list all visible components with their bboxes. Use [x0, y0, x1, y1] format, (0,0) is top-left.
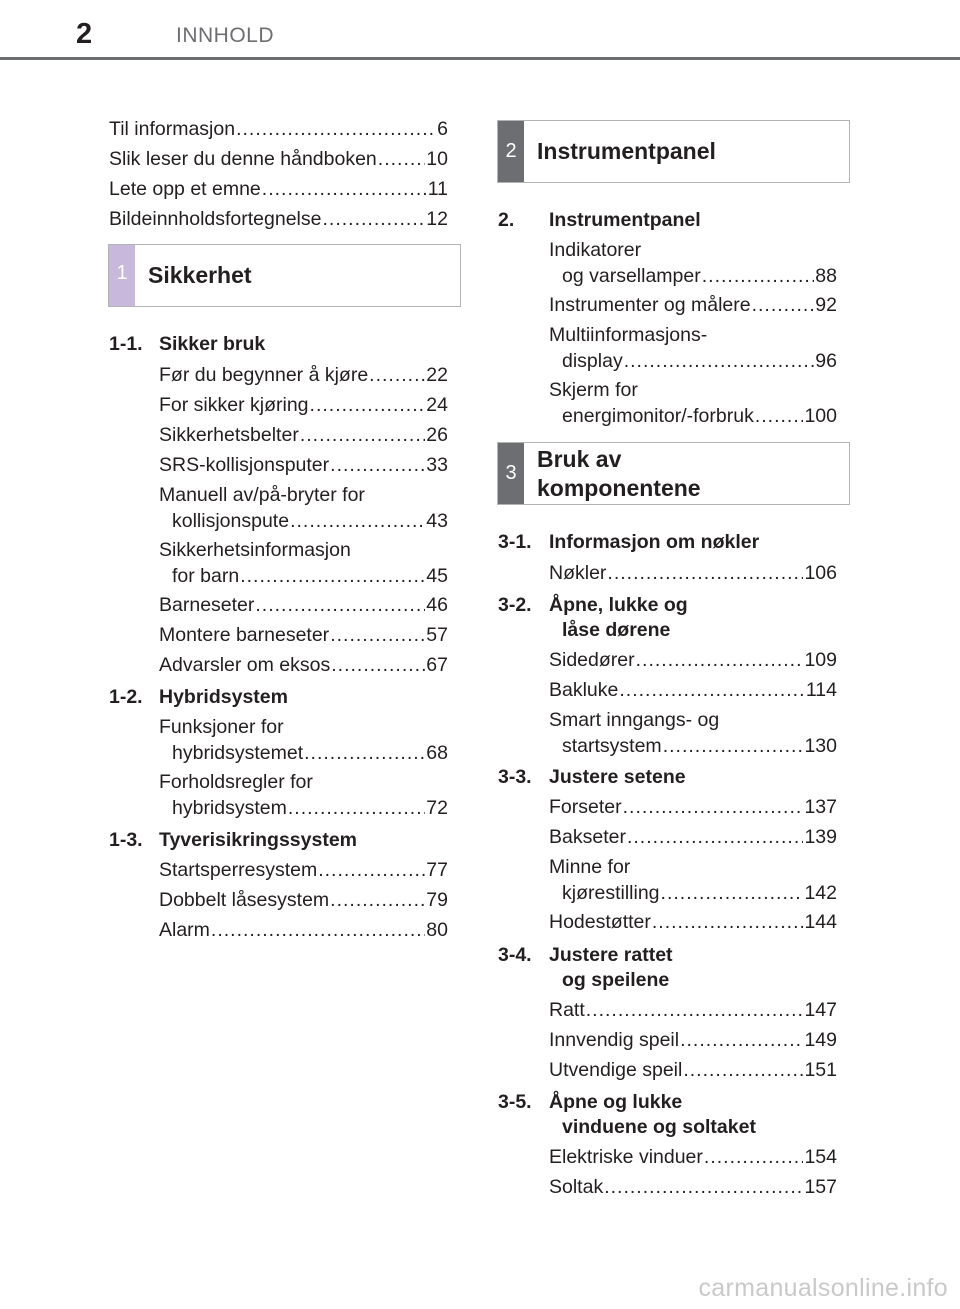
toc-entry-page: 72: [426, 797, 448, 819]
toc-entry-title: Nøkler: [549, 562, 607, 584]
leader-dots: [290, 508, 425, 534]
toc-entry-title: Slik leser du denne håndboken: [109, 148, 377, 170]
subsection-title: Justere rattet: [549, 944, 673, 966]
subsection-title: Åpne, lukke og: [549, 594, 688, 616]
subsection-title: Informasjon om nøkler: [549, 531, 760, 553]
toc-entry-page: 22: [426, 364, 448, 386]
toc-entry[interactable]: [159, 857, 448, 883]
toc-entry-page: 137: [804, 796, 837, 818]
leader-dots: [652, 909, 804, 935]
section-title: Bruk av: [537, 446, 622, 472]
subsection-title-cont: låse dørene: [562, 619, 671, 641]
leader-dots: [262, 176, 427, 202]
toc-entry[interactable]: [549, 1144, 837, 1170]
toc-entry-page: 46: [426, 594, 448, 616]
subsection-number: 3-4.: [498, 944, 532, 966]
subsection-title-cont: vinduene og soltaket: [562, 1116, 756, 1138]
section-box-instrumentpanel[interactable]: [497, 120, 850, 183]
leader-dots: [322, 206, 425, 232]
toc-entry-title: Alarm: [159, 919, 210, 941]
toc-entry-title: Smart inngangs- og: [549, 709, 720, 731]
watermark: carmanualsonline.info: [698, 1274, 948, 1302]
toc-entry[interactable]: [549, 997, 837, 1023]
subsection-title: Sikker bruk: [159, 333, 266, 355]
toc-entry[interactable]: [159, 592, 448, 618]
toc-entry-title: Forseter: [549, 796, 622, 818]
leader-dots: [755, 403, 804, 429]
leader-dots: [288, 795, 425, 821]
toc-entry-page: 114: [805, 679, 837, 701]
toc-entry[interactable]: [549, 647, 837, 673]
leader-dots: [704, 1144, 804, 1170]
toc-entry-page: 92: [815, 294, 837, 316]
toc-entry-page: 154: [804, 1146, 837, 1168]
header-divider: [0, 57, 960, 60]
leader-dots: [624, 348, 815, 374]
leader-dots: [604, 1174, 803, 1200]
toc-entry[interactable]: [159, 362, 448, 388]
toc-entry-title-cont: for barn: [172, 565, 240, 587]
leader-dots: [369, 362, 425, 388]
toc-entry-title-cont: hybridsystem: [172, 797, 287, 819]
toc-entry-page: 43: [426, 510, 448, 532]
subsection-heading[interactable]: [498, 592, 838, 644]
toc-entry-page: 67: [426, 654, 448, 676]
toc-entry-title-cont: kjørestilling: [562, 882, 660, 904]
toc-entry-page: 149: [804, 1029, 837, 1051]
toc-entry-multiline[interactable]: [549, 707, 837, 759]
toc-entry-page: 10: [426, 148, 448, 170]
leader-dots: [310, 392, 426, 418]
section-box-sikkerhet[interactable]: [108, 244, 461, 307]
toc-entry-page: 106: [804, 562, 837, 584]
leader-dots: [331, 652, 425, 678]
toc-entry-title: Instrumenter og målere: [549, 294, 751, 316]
toc-entry[interactable]: [109, 146, 448, 172]
toc-entry-page: 147: [804, 999, 837, 1021]
subsection-number: 1-1.: [109, 333, 143, 355]
leader-dots: [607, 560, 803, 586]
toc-entry-page: 6: [437, 118, 448, 140]
leader-dots: [304, 740, 425, 766]
toc-entry[interactable]: [159, 422, 448, 448]
toc-entry-title-cont: og varsellamper: [562, 265, 701, 287]
toc-entry[interactable]: [549, 1057, 837, 1083]
leader-dots: [300, 422, 425, 448]
leader-dots: [627, 824, 804, 850]
toc-entry-title: Sikkerhetsbelter: [159, 424, 299, 446]
toc-entry-page: 151: [804, 1059, 837, 1081]
toc-entry-page: 80: [426, 919, 448, 941]
toc-entry-title-cont: energimonitor/-forbruk: [562, 405, 754, 427]
toc-entry-page: 11: [427, 178, 448, 200]
subsection-heading[interactable]: [498, 1089, 838, 1141]
toc-entry[interactable]: [109, 176, 448, 202]
leader-dots: [680, 1027, 803, 1053]
toc-entry-title: For sikker kjøring: [159, 394, 309, 416]
toc-entry[interactable]: [549, 677, 837, 703]
toc-entry-multiline[interactable]: [549, 322, 837, 374]
leader-dots: [619, 677, 805, 703]
toc-entry-title: Multiinformasjons-: [549, 324, 708, 346]
toc-entry-page: 88: [815, 265, 837, 287]
leader-dots: [255, 592, 425, 618]
subsection-title-cont: og speilene: [562, 969, 670, 991]
toc-entry-multiline[interactable]: [159, 769, 448, 821]
page-number: 2: [76, 18, 93, 50]
toc-entry-page: 33: [426, 454, 448, 476]
leader-dots: [330, 887, 425, 913]
toc-entry-title: Bakseter: [549, 826, 626, 848]
section-number: 1: [116, 262, 128, 284]
toc-entry-multiline[interactable]: [549, 854, 837, 906]
toc-entry-page: 96: [815, 350, 837, 372]
toc-entry-title: Minne for: [549, 856, 631, 878]
toc-entry[interactable]: [549, 1174, 837, 1200]
toc-entry-title: Hodestøtter: [549, 911, 651, 933]
page-header: [0, 0, 960, 62]
toc-entry[interactable]: [549, 292, 837, 318]
toc-entry-page: 100: [804, 405, 837, 427]
section-number: 2: [505, 140, 517, 162]
leader-dots: [318, 857, 425, 883]
toc-entry-title: Utvendige speil: [549, 1059, 683, 1081]
leader-dots: [240, 563, 425, 589]
section-title: Sikkerhet: [148, 262, 252, 288]
toc-entry[interactable]: [549, 1027, 837, 1053]
toc-entry-title: Bildeinnholdsfortegnelse: [109, 208, 322, 230]
leader-dots: [623, 794, 804, 820]
toc-entry-page: 24: [426, 394, 448, 416]
leader-dots: [211, 917, 425, 943]
toc-entry[interactable]: [109, 206, 448, 232]
section-title: Instrumentpanel: [537, 138, 716, 164]
toc-entry-title: Elektriske vinduer: [549, 1146, 703, 1168]
toc-entry-page: 57: [426, 624, 448, 646]
subsection-number: 3-1.: [498, 531, 532, 553]
section-title-cont: komponentene: [537, 475, 701, 501]
toc-entry-multiline[interactable]: [159, 482, 448, 534]
toc-entry-page: 139: [804, 826, 837, 848]
toc-entry-title: Manuell av/på-bryter for: [159, 484, 365, 506]
leader-dots: [586, 997, 804, 1023]
toc-entry-title: Forholdsregler for: [159, 771, 313, 793]
toc-entry-title-cont: display: [562, 350, 623, 372]
toc-entry-title: Innvendig speil: [549, 1029, 680, 1051]
toc-entry-title: Barneseter: [159, 594, 255, 616]
toc-entry[interactable]: [109, 116, 448, 142]
toc-entry-title: Lete opp et emne: [109, 178, 261, 200]
toc-entry[interactable]: [159, 452, 448, 478]
toc-entry-multiline[interactable]: [549, 377, 837, 429]
leader-dots: [683, 1057, 803, 1083]
toc-entry-page: 77: [426, 859, 448, 881]
toc-entry-title: Sikkerhetsinformasjon: [159, 539, 351, 561]
leader-dots: [752, 292, 815, 318]
toc-entry-title: Sidedører: [549, 649, 635, 671]
toc-entry[interactable]: [159, 917, 448, 943]
subsection-number: 1-2.: [109, 686, 143, 708]
leader-dots: [236, 116, 436, 142]
toc-entry[interactable]: [159, 652, 448, 678]
toc-entry-title: Skjerm for: [549, 379, 638, 401]
toc-entry[interactable]: [549, 794, 837, 820]
toc-entry-page: 157: [804, 1176, 837, 1198]
toc-entry[interactable]: [549, 560, 837, 586]
subsection-number: 2.: [498, 209, 515, 231]
toc-entry-page: 142: [804, 882, 837, 904]
toc-entry-page: 12: [426, 208, 448, 230]
toc-entry-title: Funksjoner for: [159, 716, 284, 738]
toc-entry-page: 26: [426, 424, 448, 446]
toc-entry-title: Montere barneseter: [159, 624, 330, 646]
toc-entry[interactable]: [159, 392, 448, 418]
subsection-number: 3-5.: [498, 1091, 532, 1113]
toc-entry-title: Til informasjon: [109, 118, 236, 140]
leader-dots: [636, 647, 804, 673]
leader-dots: [330, 452, 425, 478]
toc-entry-page: 109: [804, 649, 837, 671]
header-title: INNHOLD: [176, 24, 275, 47]
toc-entry-title-cont: kollisjonspute: [172, 510, 290, 532]
toc-entry-page: 144: [804, 911, 837, 933]
subsection-title: Tyverisikringssystem: [159, 829, 357, 851]
toc-entry-page: 130: [804, 735, 837, 757]
toc-entry-title: Startsperresystem: [159, 859, 318, 881]
toc-entry[interactable]: [159, 887, 448, 913]
subsection-title: Hybridsystem: [159, 686, 288, 708]
leader-dots: [378, 146, 426, 172]
subsection-number: 1-3.: [109, 829, 143, 851]
toc-entry-title: Soltak: [549, 1176, 604, 1198]
leader-dots: [702, 263, 815, 289]
subsection-title: Justere setene: [549, 766, 686, 788]
toc-entry-page: 45: [426, 565, 448, 587]
toc-entry[interactable]: [549, 909, 837, 935]
toc-entry-title: Dobbelt låsesystem: [159, 889, 330, 911]
leader-dots: [330, 622, 425, 648]
toc-entry-title-cont: startsystem: [562, 735, 662, 757]
toc-entry-title: Ratt: [549, 999, 585, 1021]
section-box-bruk-av-komponentene[interactable]: [497, 442, 850, 505]
toc-entry-title: SRS-kollisjonsputer: [159, 454, 330, 476]
toc-entry[interactable]: [159, 622, 448, 648]
subsection-number: 3-2.: [498, 594, 532, 616]
subsection-title: Åpne og lukke: [549, 1091, 683, 1113]
toc-entry-title: Bakluke: [549, 679, 619, 701]
toc-entry-title-cont: hybridsystemet: [172, 742, 304, 764]
toc-entry[interactable]: [549, 824, 837, 850]
toc-entry-multiline[interactable]: [159, 537, 448, 589]
toc-entry-page: 79: [426, 889, 448, 911]
leader-dots: [663, 733, 804, 759]
toc-entry-title: Advarsler om eksos: [159, 654, 331, 676]
section-number: 3: [505, 462, 517, 484]
leader-dots: [661, 880, 804, 906]
toc-entry-multiline[interactable]: [549, 237, 837, 289]
subsection-heading[interactable]: [498, 942, 838, 994]
subsection-title: Instrumentpanel: [549, 209, 701, 231]
subsection-number: 3-3.: [498, 766, 532, 788]
toc-entry-title: Før du begynner å kjøre: [159, 364, 369, 386]
toc-entry-multiline[interactable]: [159, 714, 448, 766]
toc-entry-title: Indikatorer: [549, 239, 642, 261]
toc-entry-page: 68: [426, 742, 448, 764]
